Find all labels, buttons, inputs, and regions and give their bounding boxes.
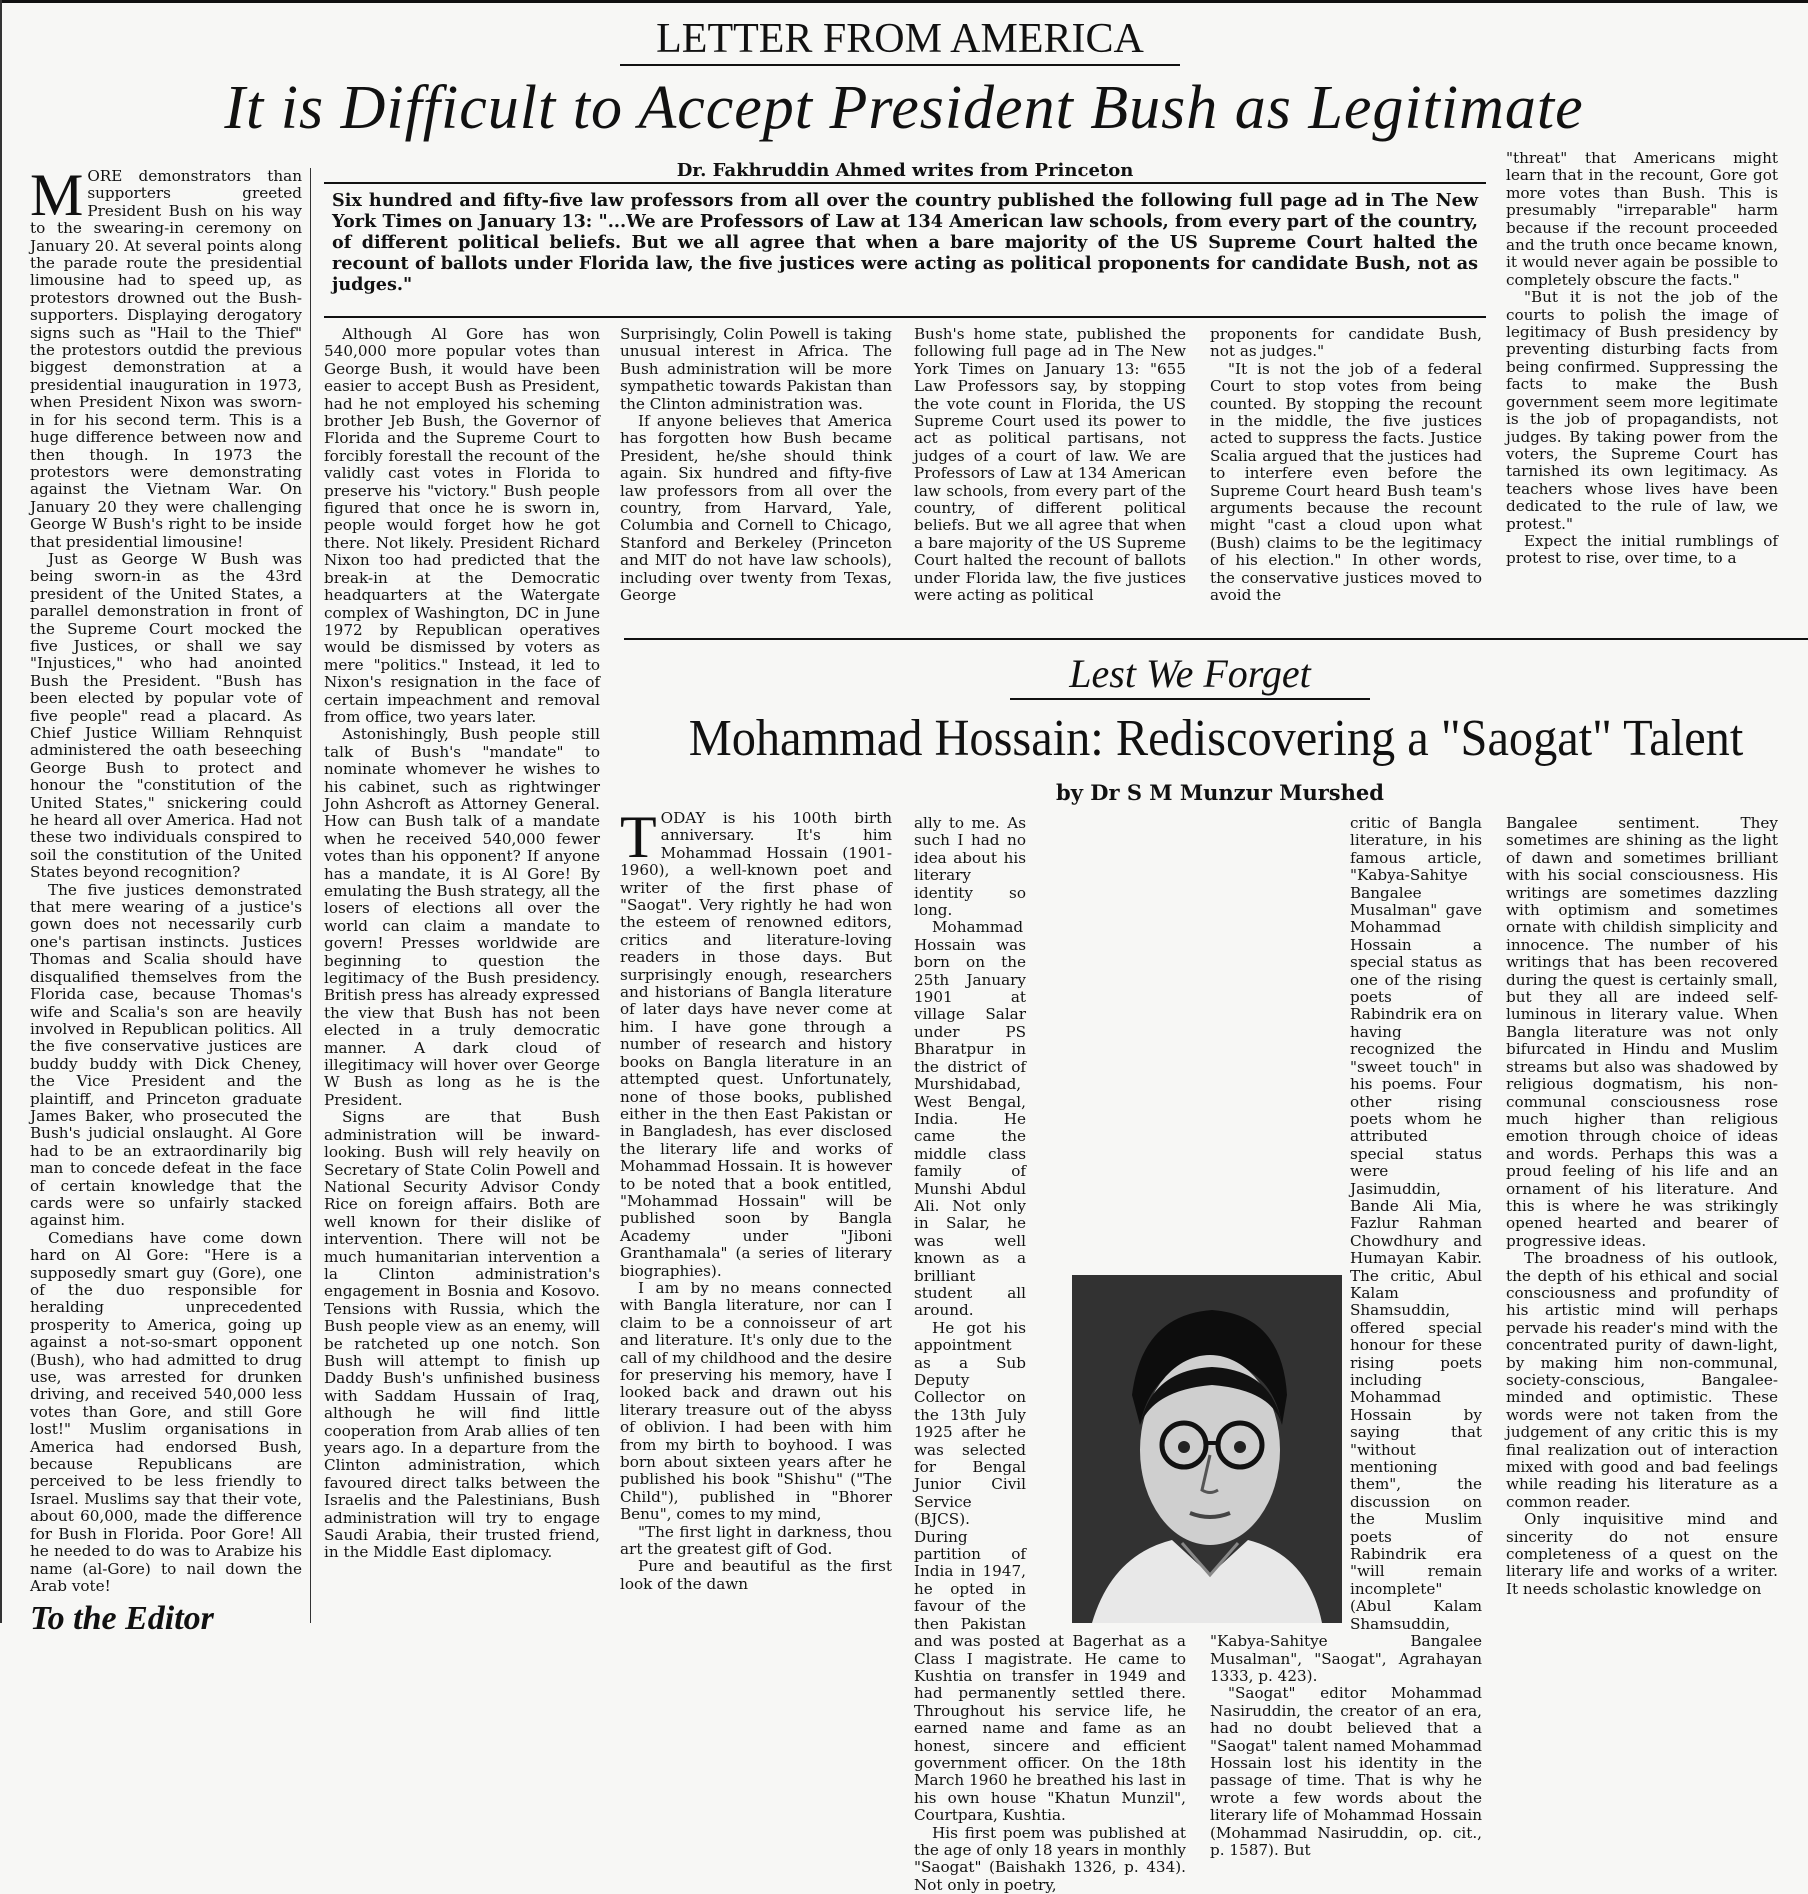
article2-byline: by Dr S M Munzur Murshed (1056, 780, 1384, 805)
paragraph: If anyone believes that America has forgotten how Bush became President, he/she should think again. Six hundred and fifty-five law professors from all over the country, from Harvard, Yale, Columbia and Cornell to Chicago, Stanford and Berkeley (Princeton and MIT do not have law schools), including over twenty from Texas, George (620, 412, 892, 605)
paragraph: "The first light in darkness, thou art the greatest gift of God. (620, 1522, 892, 1559)
drop-cap: T (620, 804, 657, 870)
paragraph: "It is not the job of a federal Court to stop votes from being counted. By stopping the recount in the middle, the five justices acted to suppress the facts. Justice Scalia argued that the justices had to interfere even before the Supreme Court heard Bush team's arguments because the recount might "cast a cloud upon what (Bush) claims to be the legitimacy of his election." In other words, the conservative justices moved to avoid the (1210, 359, 1482, 605)
article2-column-1 (620, 804, 892, 1623)
left-page-edge (0, 0, 2, 1623)
article2-column-4 (1506, 815, 1778, 1623)
article1-column-5 (1210, 326, 1482, 624)
paragraph: "But it is not the job of the courts to polish the image of legitimacy of Bush presidency by preventing disturbing facts from being confirmed. Suppressing the facts to make the Bush government seem more legitimate is the job of propagandists, not judges. By taking power from the voters, the Supreme Court has tarnished its own legitimacy. As teachers whose lives have been dedicated to the rule of law, we protest." (1506, 288, 1778, 533)
article-byline: Dr. Fakhruddin Ahmed writes from Princeton (676, 160, 1134, 181)
paragraph: ODAY is his 100th birth anniversary. It's him Mohammad Hossain (1901-1960), a well-known poet and writer of the first phase of "Saogat". Very rightly he had won the esteem of renowned editors, critics and literature-loving readers in those days. But surprisingly enough, researchers and historians of Bangla literature of later days have never come at him. I have gone through a number of research and history books on Bangla literature in an attempted quest. Unfortunately, none of those books, published either in the then East Pakistan or in Bangladesh, has ever disclosed the literary life and works of Mohammad Hossain. It is however to be noted that a book entitled, "Mohammad Hossain" will be published soon by Bangla Academy under "Jiboni Granthamala" (a series of literary biographies). (620, 809, 892, 1280)
article2-headline: Mohammad Hossain: Rediscovering a "Saogat" Talent (688, 710, 1744, 767)
paragraph: Just as George W Bush was being sworn-in as the 43rd president of the United States, a parallel demonstration in front of the Supreme Court mocked the five Justices, or shall we say "Injustices," who had anointed Bush the President. "Bush has been elected by popular vote of five people" read a placard. As Chief Justice William Rehnquist administered the oath beseeching George Bush to protect and honour the "constitution of the United States," snickering could he heard all over America. Had not these two individuals conspired to soil the constitution of the United States beyond recognition? (30, 549, 302, 882)
next-section-heading: To the Editor (30, 1600, 214, 1637)
paragraph: Expect the initial rumblings of protest to rise, over time, to a (1506, 531, 1778, 568)
paragraph: Pure and beautiful as the first look of the dawn (620, 1557, 892, 1593)
paragraph: Signs are that Bush administration will be inward-looking. Bush will rely heavily on Secretary of State Colin Powell and National Security Advisor Condy Rice on foreign affairs. Both are well known for their dislike of intervention. There will not be much humanitarian intervention a la Clinton administration's engagement in Bosnia and Kosovo. Tensions with Russia, which the Bush people view as an enemy, will be ratcheted up one notch. Son Bush will attempt to finish up Daddy Bush's unfinished business with Saddam Hussain of Iraq, although he will find little cooperation from Arab allies of ten years ago. In a departure from the Clinton administration, which favoured direct talks between the Israelis and the Palestinians, Bush administration will try to engage Saudi Arabia, their trusted friend, in the Middle East diplomacy. (324, 1108, 600, 1562)
portrait-drawing (1072, 1275, 1342, 1623)
paragraph: Mohammad Hossain was born on the 25th January 1901 at village Salar under PS Bharatpur in the district of Murshidabad, West Bengal, India. He came the middle class family of Munshi Abdul Ali. Not only in Salar, he was well known as a brilliant student all around. (914, 918, 1026, 1320)
article1-column-2 (324, 326, 600, 1596)
paragraph: "Saogat" editor Mohammad Nasiruddin, the creator of an era, had no doubt believed that a "Saogat" talent named Mohammad Hossain lost his identity in the passage of time. That is why he wrote a few words about the literary life of Mohammad Hossain (Mohammad Nasiruddin, op. cit., p. 1587). But (1210, 1684, 1482, 1859)
section-divider (624, 638, 1808, 640)
paragraph: Only inquisitive mind and sincerity do not ensure completeness of a quest on the literary life and works of a writer. It needs scholastic knowledge on (1506, 1510, 1778, 1598)
paragraph: His first poem was published at the age of only 18 years in monthly "Saogat" (Baishakh 1326, p. 434). Not only in poetry, (914, 1823, 1186, 1894)
paragraph: Surprisingly, Colin Powell is taking unusual interest in Africa. The Bush administration will be more sympathetic towards Pakistan than the Clinton administration was. (620, 325, 892, 413)
paragraph: Comedians have come down hard on Al Gore: "Here is a supposedly smart guy (Gore), one of the duo responsible for heralding unprecedented prosperity to America, going up against a not-so-smart opponent (Bush), who had admitted to drug use, was arrested for drunken driving, and received 540,000 less votes than Gore, and still Gore lost!" Muslim organisations in America had endorsed Bush, because Republicans are perceived to be less friendly to Israel. Muslims say that their vote, about 60,000, made the difference for Bush in Florida. Poor Gore! All he needed to do was to Arabize his name (al-Gore) to nail down the Arab vote! (30, 1228, 302, 1595)
article1-column-6 (1506, 150, 1778, 624)
pull-quote: Six hundred and fifty-five law professors from all over the country published the following full page ad in The New York Times on January 13: "...We are Professors of Law at 134 American law schools, from every part of the country, of different political beliefs. But we all agree that when a bare majority of the US Supreme Court halted the recount of ballots under Florida law, the five justices were acting as political proponents for candidate Bush, not as judges." (324, 182, 1486, 318)
paragraph: I am by no means connected with Bangla literature, nor can I claim to be a connoisseur of art and literature. It's only due to the call of my childhood and the desire for preserving his memory, have I looked back and drawn out his literary treasure out of the abyss of oblivion. I had been with him from my birth to boyhood. I was born about sixteen years after he published his book "Shishu" ("The Child"), published in "Bhorer Benu", comes to my mind, (620, 1278, 892, 1524)
section-kicker: Lest We Forget (1010, 650, 1370, 700)
portrait-photo (1072, 1275, 1342, 1623)
paragraph: The broadness of his outlook, the depth of his ethical and social consciousness and profundity of his artistic mind will perhaps pervade his reader's mind with the concentrated purity of dawn-light, by making him non-communal, society-conscious, Bangalee-minded and optimistic. These words were not taken from the judgement of any critic this is my final realization out of interaction mixed with good and bad feelings while reading his literature as a common reader. (1506, 1249, 1778, 1511)
paragraph: Bangalee sentiment. They sometimes are shining as the light of dawn and sometimes brilliant with his social consciousness. His writings are sometimes dazzling with optimism and sometimes ornate with childish simplicity and innocence. The number of his writings that has been recovered during the quest is certainly small, but they all are indeed self-luminous in literary value. When Bangla literature was not only bifurcated in Hindu and Muslim streams but also was shadowed by religious dogmatism, his non-communal consciousness rose much higher than religious emotion through choice of ideas and words. Perhaps this was a proud feeling of his life and an ornament of his literature. And this is where he was strikingly opened hearted and bearer of progressive ideas. (1506, 814, 1778, 1250)
article1-column-3 (620, 326, 892, 624)
paragraph: proponents for candidate Bush, not as judges." (1210, 325, 1482, 361)
column-divider (310, 168, 311, 1623)
article-headline: It is Difficult to Accept President Bush as Legitimate (224, 74, 1584, 142)
drop-cap: M (30, 162, 84, 228)
paragraph: ORE demonstrators than supporters greeted President Bush on his way to the swearing-in ceremony on January 20. At several points along the parade route the presidential limousine had to speed up, as protestors drowned out the Bush-supporters. Displaying derogatory signs such as "Hail to the Thief" the protestors outdid the previous biggest demonstration at a presidential inauguration in 1973, when President Nixon was sworn-in for his second term. This is a huge difference between now and then though. In 1973 the protestors were demonstrating against the Vietnam War. On January 20 they were challenging George W Bush's right to be inside that presidential limousine! (30, 167, 302, 551)
paragraph: He got his appointment as a Sub Deputy Collector on the 13th July 1925 after he was selected for Bengal Junior Civil Service (BJCS). During partition of India in 1947, he opted in favour of the then Pakistan and was posted at Bagerhat as a Class I magistrate. He came to Kushtia on transfer in 1949 and had permanently settled there. Throughout his service life, he earned name and fame as an honest, sincere and efficient government officer. On the 18th March 1960 he breathed his last in his own house "Khatun Munzil", Courtpara, Kushtia. (914, 1318, 1186, 1825)
article1-column-1 (30, 162, 302, 1596)
column-kicker: LETTER FROM AMERICA (620, 14, 1180, 66)
top-rule (0, 0, 1808, 3)
paragraph: ally to me. As such I had no idea about his literary identity so long. (914, 814, 1026, 920)
paragraph: The five justices demonstrated that mere wearing of a justice's gown does not necessarily curb one's partisan instincts. Justices Thomas and Scalia should have disqualified themselves from the Florida case, because Thomas's wife and Scalia's son are heavily involved in Republican politics. All the five conservative justices are buddy buddy with Dick Cheney, the Vice President and the plaintiff, and Princeton graduate James Baker, who prosecuted the Bush's judicial onslaught. Al Gore had to be an extraordinarily big man to concede defeat in the face of certain knowledge that the cards were so unfairly stacked against him. (30, 880, 302, 1230)
paragraph: Although Al Gore has won 540,000 more popular votes than George Bush, it would have been easier to accept Bush as President, had he not employed his scheming brother Jeb Bush, the Governor of Florida and the Supreme Court to forcibly forestall the recount of the validly cast votes in Florida to preserve his "victory." Bush people figured that once he is sworn in, people would forget how he got there. Not likely. President Richard Nixon too had predicted that the break-in at the Democratic headquarters at the Watergate complex of Washington, DC in June 1972 by Republican operatives would be dismissed by voters as mere "politics." Instead, it led to Nixon's resignation in the face of certain impeachment and removal from office, two years later. (324, 325, 600, 726)
paragraph: Bush's home state, published the following full page ad in The New York Times on January 13: "655 Law Professors say, by stopping the vote count in Florida, the US Supreme Court used its power to act as political partisans, not judges of a court of law. We are Professors of Law at 134 American law schools, from every part of the country, of different political beliefs. But we all agree that when a bare majority of the US Supreme Court halted the recount of ballots under Florida law, the five justices were acting as political (914, 325, 1186, 605)
paragraph: "threat" that Americans might learn that in the recount, Gore got more votes than Bush. This is presumably "irreparable" harm because if the recount proceeded and the truth once became known, it would never again be possible to completely obscure the facts." (1506, 149, 1778, 289)
paragraph: Astonishingly, Bush people still talk of Bush's "mandate" to nominate whomever he wishes to his cabinet, such as rightwinger John Ashcroft as Attorney General. How can Bush talk of a mandate when he received 540,000 fewer votes than his opponent? If anyone has a mandate, it is Al Gore! By emulating the Bush strategy, all the losers of elections all over the world can claim a mandate to govern! Presses worldwide are beginning to question the legitimacy of the Bush presidency. British press has already expressed the view that Bush has not been elected in a truly democratic manner. A dark cloud of illegitimacy will hover over George W Bush as long as he is the President. (324, 725, 600, 1109)
paragraph: critic of Bangla literature, in his famous article, "Kabya-Sahitye Bangalee Musalman" gave Mohammad Hossain a special status as one of the rising poets of Rabindrik era on having recognized the "sweet touch" in his poems. Four other rising poets whom he attributed special status were Jasimuddin, Bande Ali Mia, Fazlur Rahman Chowdhury and Humayan Kabir. The critic, Abul Kalam Shamsuddin, offered special honour for these rising poets including Mohammad Hossain by saying that "without mentioning them", the discussion on the Muslim poets of Rabindrik era "will remain incomplete" (Abul Kalam Shamsuddin, "Kabya-Sahitye Bangalee Musalman", "Saogat", Agrahayan 1333, p. 423). (1210, 814, 1482, 1685)
article1-column-4 (914, 326, 1186, 624)
